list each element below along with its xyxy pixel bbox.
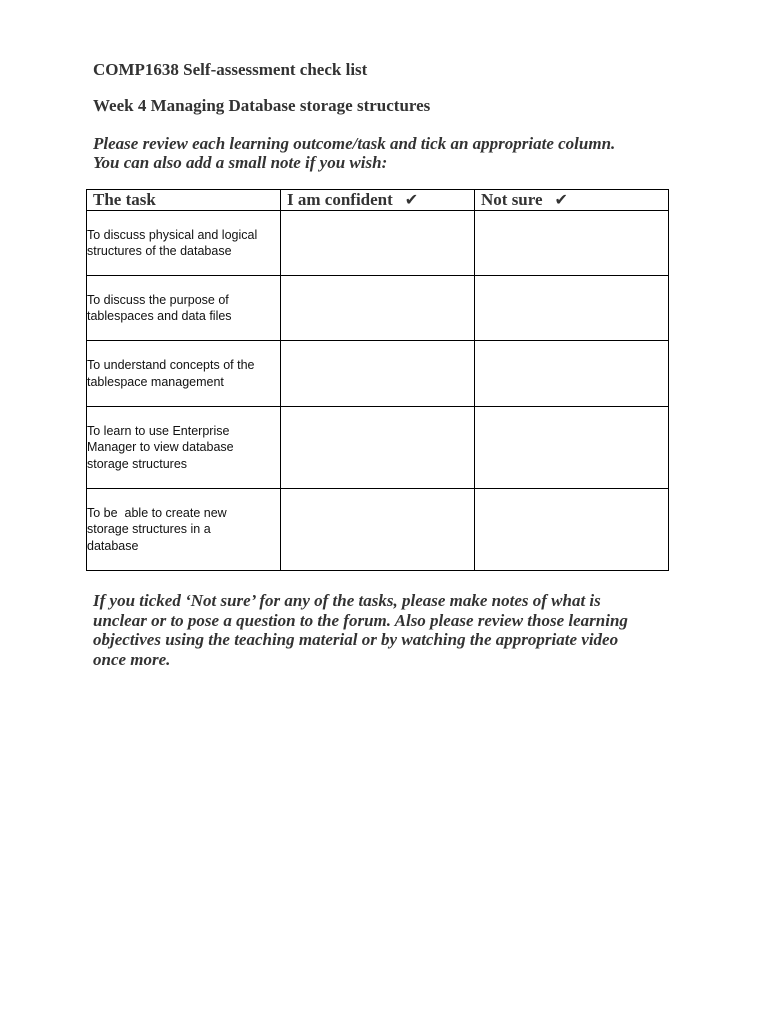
- task-line: tablespaces and data files: [87, 309, 232, 323]
- confident-cell[interactable]: [281, 276, 475, 341]
- task-line: To discuss the purpose of: [87, 292, 229, 307]
- not-sure-cell[interactable]: [475, 407, 669, 489]
- instructions: [93, 134, 683, 172]
- not-sure-cell[interactable]: [475, 341, 669, 407]
- header-not-sure-label: Not sure: [481, 190, 543, 209]
- task-cell: [87, 489, 281, 571]
- document-title: COMP1638 Self-assessment check list: [93, 60, 368, 79]
- header-confident-label: I am confident: [287, 190, 393, 209]
- task-line: Manager to view database: [87, 440, 234, 455]
- self-assessment-table: [86, 189, 669, 571]
- task-line: storage structures: [87, 456, 188, 471]
- table-header-row: [87, 190, 669, 211]
- confident-cell[interactable]: [281, 211, 475, 276]
- header-not-sure: [475, 190, 669, 211]
- confident-cell[interactable]: [281, 341, 475, 407]
- instructions-line: You can also add a small note if you wish:: [93, 153, 388, 172]
- footer-note-line: objectives using the teaching material or by watching the appropriate video: [93, 630, 619, 649]
- task-line: tablespace management: [87, 374, 224, 389]
- task-line: storage structures in a: [87, 522, 211, 537]
- not-sure-cell[interactable]: [475, 211, 669, 276]
- week-subtitle: Week 4 Managing Database storage structures: [93, 96, 431, 115]
- table-row: [87, 489, 669, 571]
- task-line: To discuss physical and logical: [87, 227, 258, 242]
- footer-note-line: unclear or to pose a question to the forum. Also please review those learning: [93, 610, 628, 630]
- task-line: database: [87, 538, 139, 553]
- header-task: [87, 190, 281, 211]
- not-sure-cell[interactable]: [475, 276, 669, 341]
- table-row: [87, 276, 669, 341]
- task-line: structures of the database: [87, 244, 232, 258]
- footer-note-line: once more.: [93, 649, 171, 669]
- task-line: To learn to use Enterprise: [87, 423, 230, 438]
- confident-cell[interactable]: [281, 407, 475, 489]
- footer-note-line: If you ticked ‘Not sure’ for any of the tasks, please make notes of what is: [93, 591, 601, 610]
- task-line: To understand concepts of the: [87, 358, 255, 372]
- checkmark-icon: ✔: [554, 190, 568, 209]
- table-row: [87, 407, 669, 489]
- task-cell: [87, 407, 281, 489]
- task-cell: [87, 276, 281, 341]
- table-row: [87, 341, 669, 407]
- header-confident: [281, 190, 475, 211]
- header-task-label: The task: [93, 190, 156, 209]
- confident-cell[interactable]: [281, 489, 475, 571]
- footer-note: [93, 591, 673, 669]
- table-row: [87, 211, 669, 276]
- instructions-line: Please review each learning outcome/task and tick an appropriate column.: [93, 134, 616, 153]
- task-line: To be able to create new: [87, 505, 227, 520]
- checkmark-icon: ✔: [404, 190, 419, 209]
- task-cell: [87, 211, 281, 276]
- not-sure-cell[interactable]: [475, 489, 669, 571]
- task-cell: [87, 341, 281, 407]
